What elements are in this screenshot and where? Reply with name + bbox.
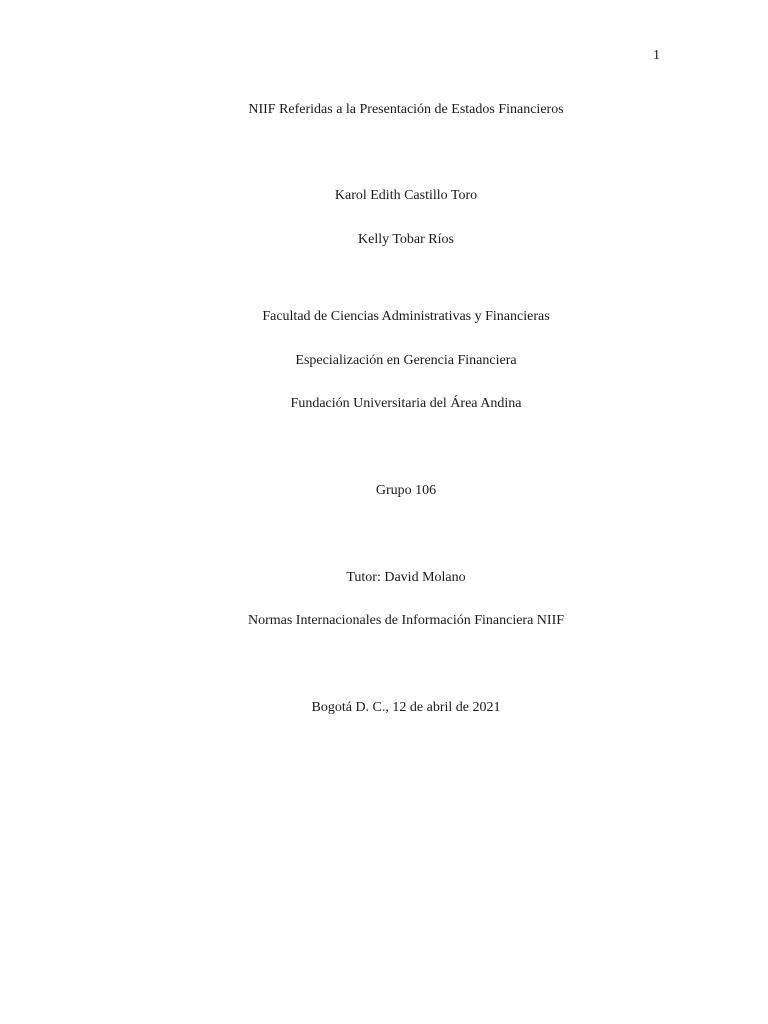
course-name: Normas Internacionales de Información Financiera NIIF [247, 613, 565, 628]
place-date: Bogotá D. C., 12 de abril de 2021 [311, 700, 501, 715]
page-number: 1 [653, 48, 660, 63]
author-1: Karol Edith Castillo Toro [334, 188, 478, 203]
author-2: Kelly Tobar Ríos [358, 232, 454, 247]
faculty-name: Facultad de Ciencias Administrativas y Financieras [262, 309, 550, 324]
institution-name: Fundación Universitaria del Área Andina [290, 396, 522, 411]
tutor-label: Tutor: David Molano [346, 570, 466, 585]
program-name: Especialización en Gerencia Financiera [295, 353, 517, 368]
group-label: Grupo 106 [375, 483, 437, 498]
document-title: NIIF Referidas a la Presentación de Estados Financieros [248, 102, 564, 117]
